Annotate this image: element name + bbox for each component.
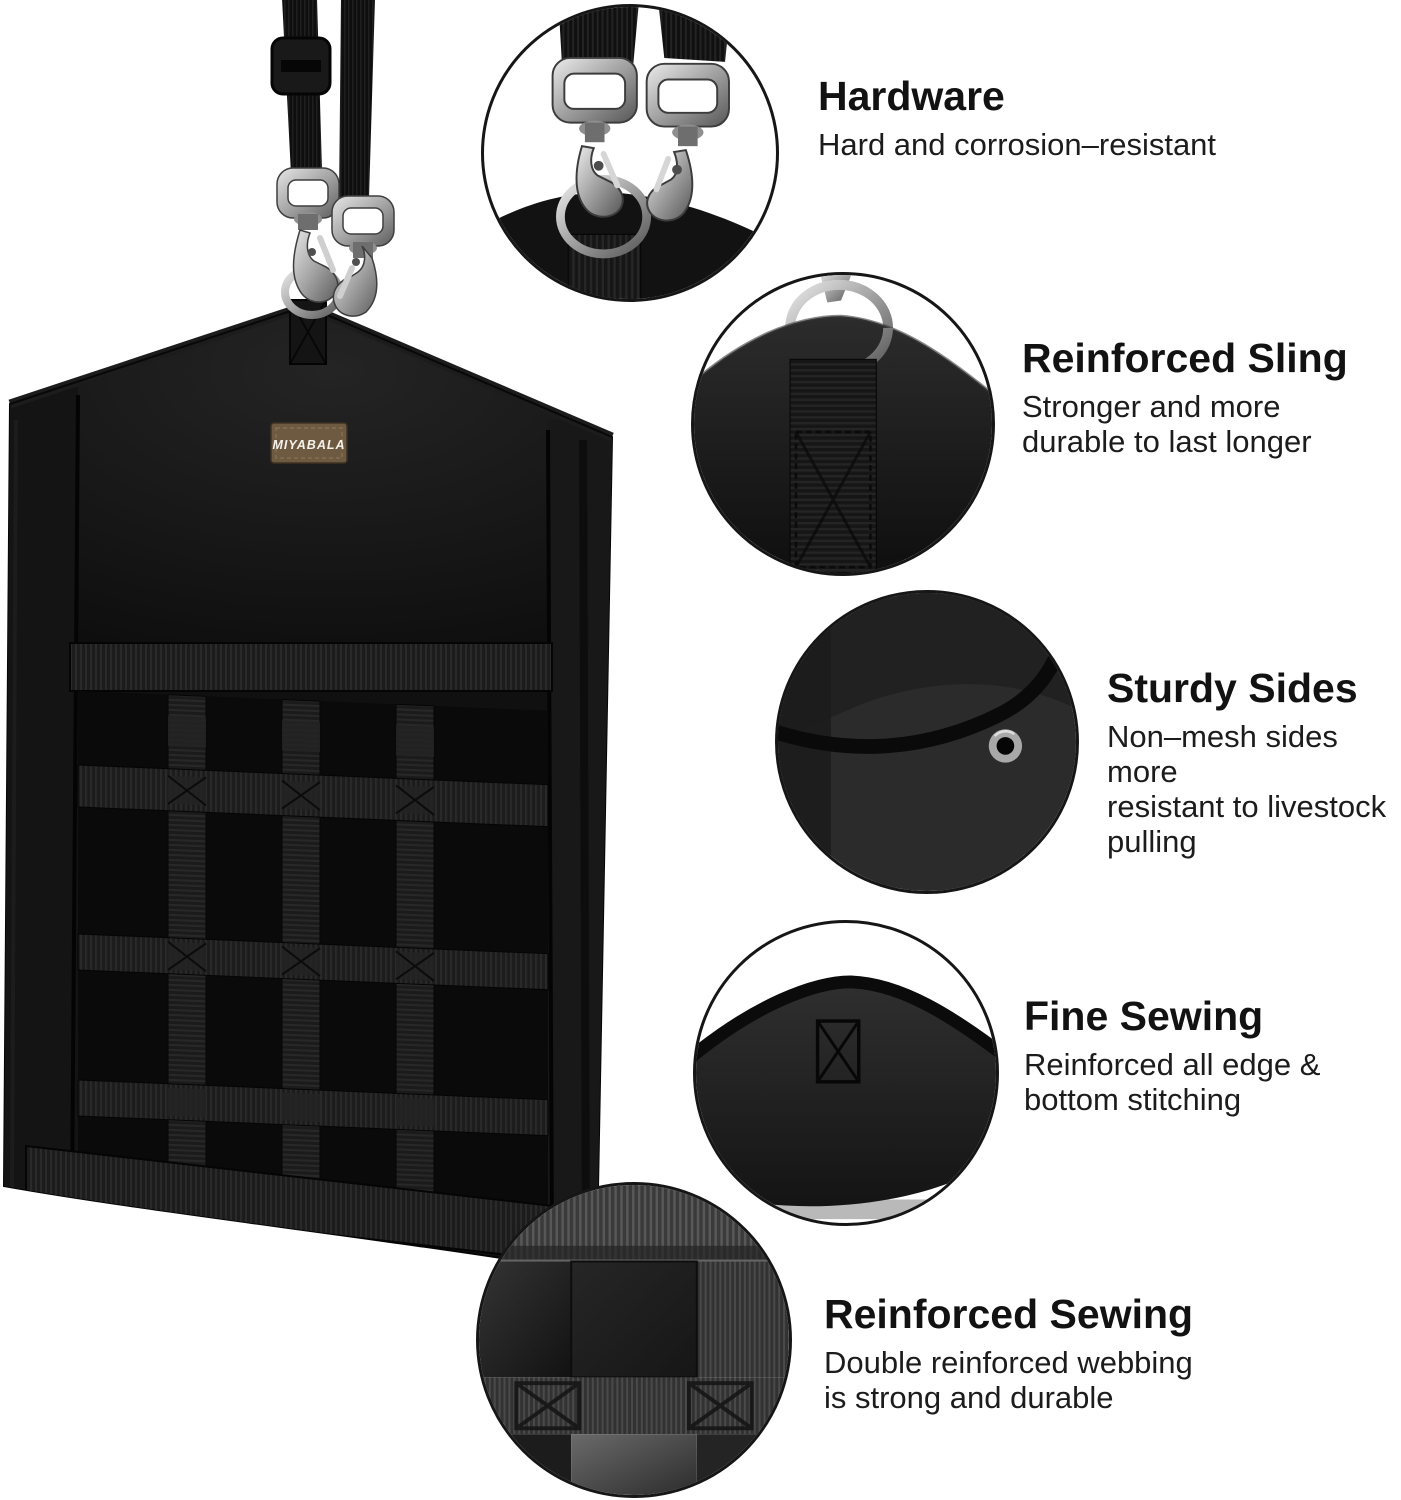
reinforced-webbing-strap xyxy=(790,359,876,573)
callout-circle-reinforced-sewing xyxy=(476,1182,792,1498)
webbing-detail-photo xyxy=(479,1185,789,1495)
feature-title: Reinforced Sewing xyxy=(824,1291,1194,1337)
callout-circle-sturdy-sides xyxy=(775,590,1079,894)
feature-description-line: is strong and durable xyxy=(824,1380,1114,1416)
feature-description-line: Reinforced all edge & xyxy=(1024,1047,1321,1083)
feature-title: Reinforced Sling xyxy=(1022,335,1348,381)
left-webbing xyxy=(479,1262,571,1378)
top-webbing-band xyxy=(70,643,552,691)
sling-detail-photo xyxy=(694,275,992,573)
feature-reinforced-sling xyxy=(1022,336,1348,459)
feature-description-line: durable to last longer xyxy=(1022,424,1312,460)
side-panel-detail-photo xyxy=(778,593,1076,891)
brand-label-text: MIYABALA xyxy=(272,438,346,452)
feature-fine-sewing xyxy=(1024,994,1320,1117)
feature-hardware xyxy=(818,74,1216,162)
feature-description-line: Non–mesh sides more xyxy=(1107,719,1338,790)
stitching-detail-photo xyxy=(696,923,996,1223)
feature-description-line: resistant to livestock xyxy=(1107,789,1387,825)
feature-description-line: Stronger and more xyxy=(1022,389,1281,425)
callout-circle-reinforced-sling xyxy=(691,272,995,576)
feature-reinforced-sewing xyxy=(824,1292,1193,1415)
brand-label-patch xyxy=(271,423,347,463)
callout-circle-fine-sewing xyxy=(693,920,999,1226)
callout-circle-hardware xyxy=(481,4,779,302)
mesh-window xyxy=(571,1262,697,1378)
bottom-right-mesh xyxy=(697,1434,789,1495)
webbing-grid xyxy=(78,691,548,1227)
feature-title: Sturdy Sides xyxy=(1107,665,1358,711)
right-webbing xyxy=(697,1262,789,1378)
feature-description-line: bottom stitching xyxy=(1024,1082,1242,1118)
strap-adjuster-buckle xyxy=(272,38,330,94)
horizontal-webbing-band xyxy=(479,1377,789,1434)
feature-title: Fine Sewing xyxy=(1024,993,1264,1039)
feature-description-line: Double reinforced webbing xyxy=(824,1345,1193,1381)
feature-description-line: pulling xyxy=(1107,824,1197,860)
snap-hook-detail-right xyxy=(647,64,729,221)
feature-sturdy-sides xyxy=(1107,666,1401,859)
side-edge-strip xyxy=(778,622,831,891)
bottom-strap-sheen xyxy=(571,1434,697,1495)
feature-title: Hardware xyxy=(818,73,1005,119)
strap-end-right xyxy=(658,7,731,62)
snap-hook-right xyxy=(332,196,394,316)
feature-description-line: Hard and corrosion–resistant xyxy=(818,127,1217,163)
hardware-detail-photo xyxy=(484,7,776,299)
grommet xyxy=(989,729,1022,762)
